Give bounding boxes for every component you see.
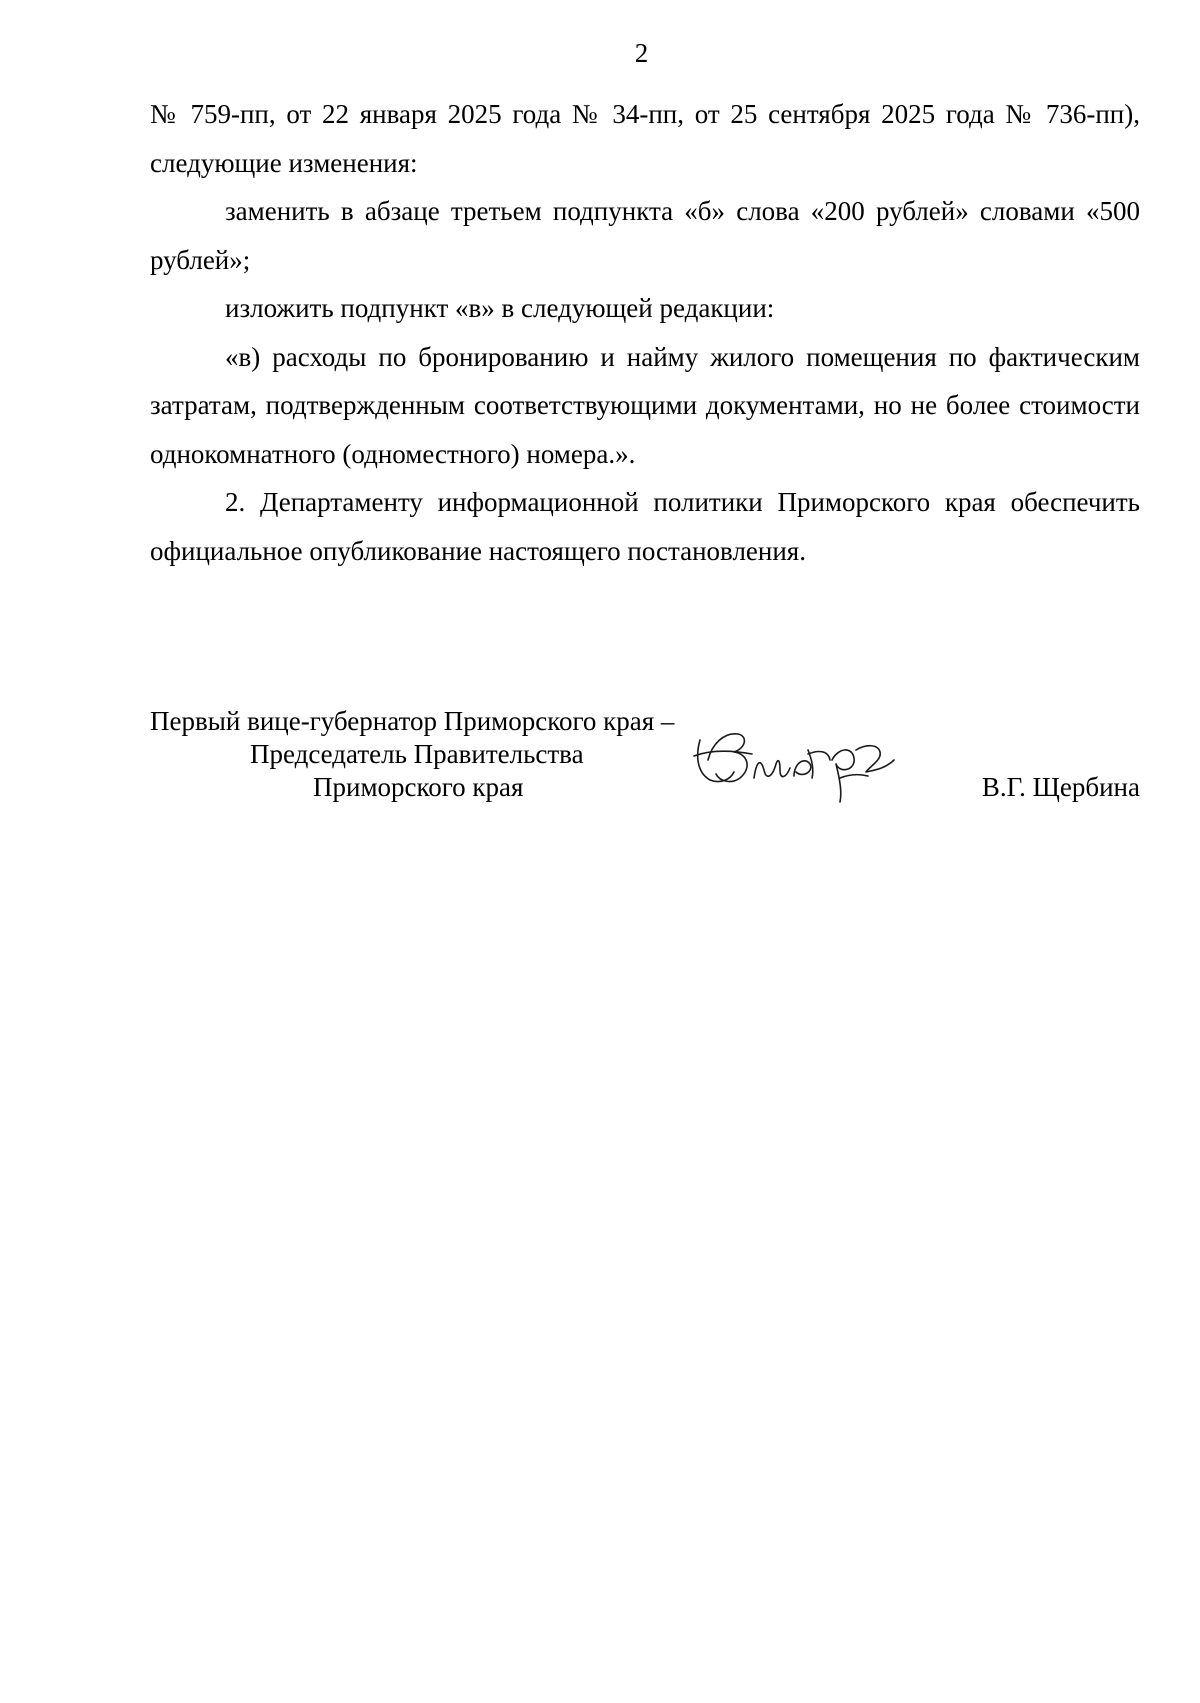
signatory-title <box>150 705 710 804</box>
signature-block <box>150 705 1140 815</box>
signatory-title-line: Первый вице-губернатор Приморского края – <box>150 706 675 736</box>
paragraph-continuation: № 759-пп, от 22 января 2025 года № 34-пп, от 25 сентября 2025 года № 736-пп), следующие изменения: <box>150 99 1140 178</box>
signatory-title-line: Приморского края <box>313 772 524 802</box>
paragraph-replace-amount: заменить в абзаце третьем подпункта «б» слова «200 рублей» словами «500 рублей»; <box>150 196 1140 275</box>
page-number: 2 <box>634 38 649 68</box>
signatory-title-line: Председатель Правительства <box>250 739 584 769</box>
paragraph-subitem-v: «в) расходы по бронированию и найму жилого помещения по фактическим затратам, подтвержденным соответствующими документами, но не более стоимости однокомнатного (одноместного) номера.». <box>150 341 1140 469</box>
paragraph-restate-subitem: изложить подпункт «в» в следующей редакции: <box>225 293 775 323</box>
paragraph-item-2: 2. Департаменту информационной политики Приморского края обеспечить официальное опубликование настоящего постановления. <box>150 487 1140 566</box>
signatory-name: В.Г. Щербина <box>981 772 1140 802</box>
handwritten-signature <box>690 720 900 810</box>
document-body <box>150 90 1140 575</box>
